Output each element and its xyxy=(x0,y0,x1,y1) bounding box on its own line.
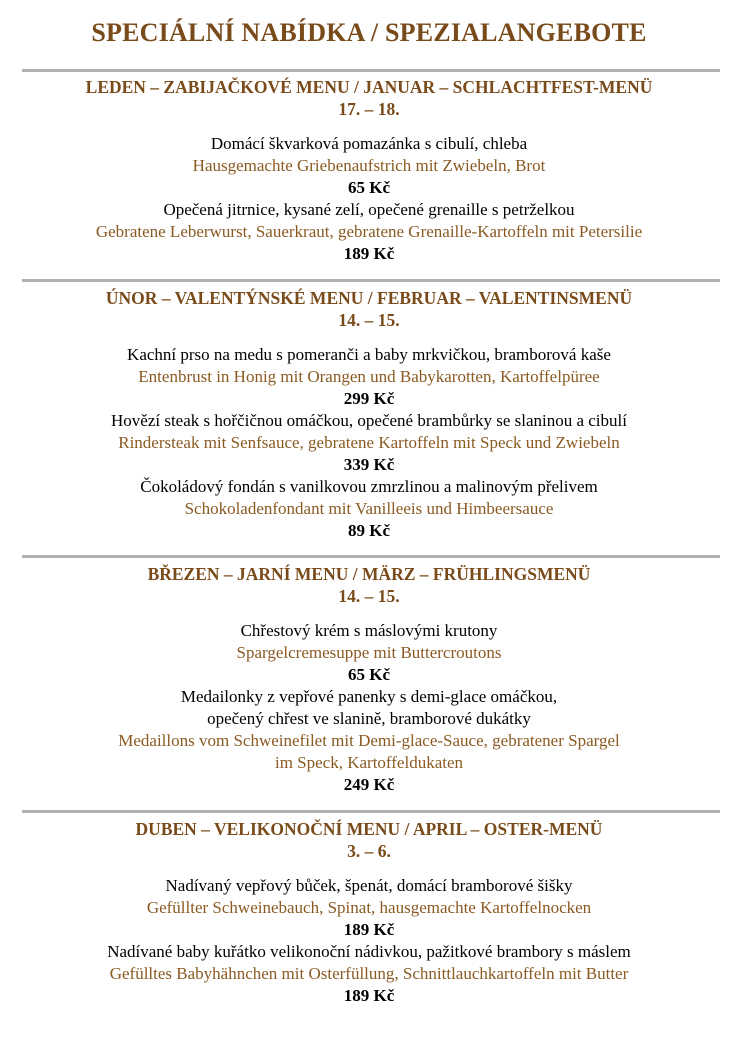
dish-name-de: Gefülltes Babyhähnchen mit Osterfüllung, Schnittlauchkartoffeln mit Butter xyxy=(109,964,629,983)
section-dates: 14. – 15. xyxy=(338,310,400,330)
section-title: DUBEN – VELIKONOČNÍ MENU / APRIL – OSTER-MENÜ xyxy=(135,819,603,839)
dish-name-de: Rindersteak mit Senfsauce, gebratene Kartoffeln mit Speck und Zwiebeln xyxy=(118,433,620,452)
section-dates: 17. – 18. xyxy=(338,99,400,119)
page-title: SPECIÁLNÍ NABÍDKA / SPEZIALANGEBOTE xyxy=(91,18,647,47)
dish-price: 189 Kč xyxy=(343,986,395,1005)
dish-name-de: Gebratene Leberwurst, Sauerkraut, gebratene Grenaille-Kartoffeln mit Petersilie xyxy=(95,222,643,241)
dish-name-cz: Chřestový krém s máslovými krutony xyxy=(240,621,498,640)
dish-price: 339 Kč xyxy=(343,455,395,474)
dish-price: 189 Kč xyxy=(343,244,395,263)
section-divider xyxy=(22,810,720,813)
dish-name-de: Medaillons vom Schweinefilet mit Demi-glace-Sauce, gebratener Spargel xyxy=(118,731,620,750)
section-dates: 3. – 6. xyxy=(347,841,391,861)
dish-name-de: Schokoladenfondant mit Vanilleeis und Himbeersauce xyxy=(184,499,554,518)
section-dates: 14. – 15. xyxy=(338,586,400,606)
dish-name-de: Spargelcremesuppe mit Buttercroutons xyxy=(236,643,502,662)
dish-name-de: Entenbrust in Honig mit Orangen und Babykarotten, Kartoffelpüree xyxy=(138,367,600,386)
dish-price: 249 Kč xyxy=(343,775,395,794)
dish-price: 189 Kč xyxy=(343,920,395,939)
dish-price: 89 Kč xyxy=(347,521,391,540)
dish-name-cz: Nadívané baby kuřátko velikonoční nádivkou, pažitkové brambory s máslem xyxy=(107,942,631,961)
dish-name-cz: Opečená jitrnice, kysané zelí, opečené grenaille s petrželkou xyxy=(163,200,575,219)
section-divider xyxy=(22,279,720,282)
dish-name-cz: Nadívaný vepřový bůček, špenát, domácí bramborové šišky xyxy=(165,876,573,895)
section-april xyxy=(0,818,738,1007)
dish-name-de: Gefüllter Schweinebauch, Spinat, hausgemachte Kartoffelnocken xyxy=(146,898,592,917)
section-title: ÚNOR – VALENTÝNSKÉ MENU / FEBRUAR – VALENTINSMENÜ xyxy=(105,288,633,308)
dish-price: 65 Kč xyxy=(347,178,391,197)
dish-price: 65 Kč xyxy=(347,665,391,684)
dish-name-cz: Hovězí steak s hořčičnou omáčkou, opečené brambůrky se slaninou a cibulí xyxy=(111,411,627,430)
section-title: BŘEZEN – JARNÍ MENU / MÄRZ – FRÜHLINGSMENÜ xyxy=(147,564,591,584)
dish-price: 299 Kč xyxy=(343,389,395,408)
dish-name-de: Hausgemachte Griebenaufstrich mit Zwiebeln, Brot xyxy=(192,156,546,175)
dish-name-cz: Čokoládový fondán s vanilkovou zmrzlinou a malinovým přelivem xyxy=(140,477,598,496)
section-divider xyxy=(22,69,720,72)
section-divider xyxy=(22,555,720,558)
dish-name-cz: Kachní prso na medu s pomeranči a baby mrkvičkou, bramborová kaše xyxy=(127,345,611,364)
section-march xyxy=(0,563,738,796)
dish-name-cz: Domácí škvarková pomazánka s cibulí, chleba xyxy=(210,134,528,153)
dish-name-de: im Speck, Kartoffeldukaten xyxy=(274,753,464,772)
section-february xyxy=(0,287,738,542)
section-january xyxy=(0,76,738,265)
dish-name-cz: opečený chřest ve slanině, bramborové dukátky xyxy=(207,709,531,728)
dish-name-cz: Medailonky z vepřové panenky s demi-glace omáčkou, xyxy=(180,687,558,706)
section-title: LEDEN – ZABIJAČKOVÉ MENU / JANUAR – SCHLACHTFEST-MENÜ xyxy=(85,77,653,97)
